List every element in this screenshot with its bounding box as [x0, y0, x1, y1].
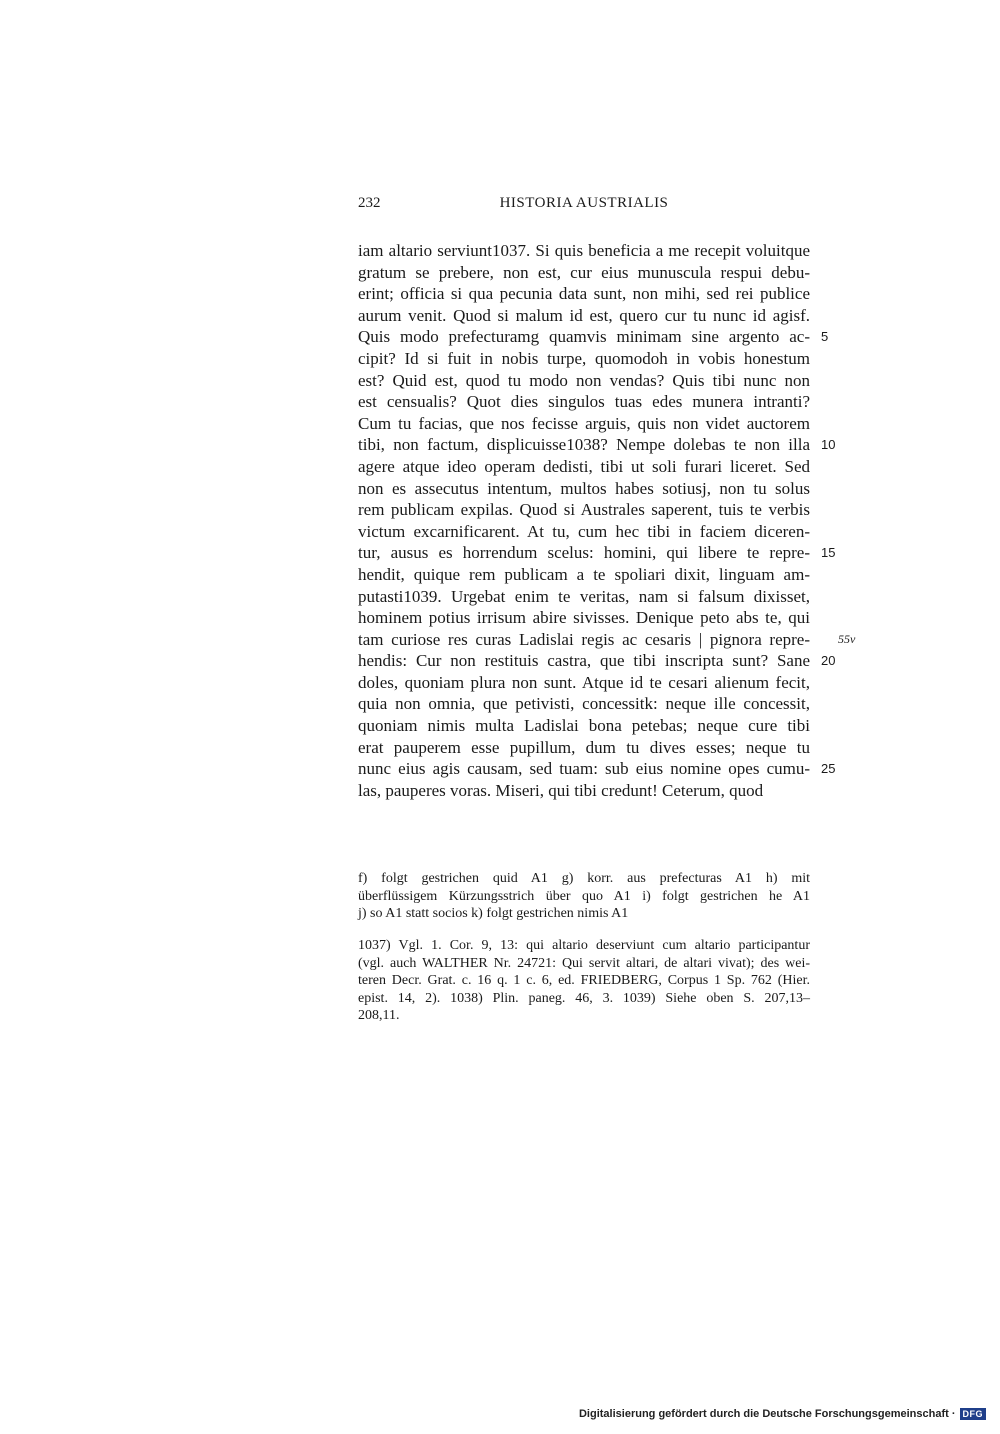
- text-line-content: quoniam nimis multa Ladislai bona petebas; neque cure tibi: [358, 716, 810, 736]
- source-footnote-content: epist. 14, 2). 1038) Plin. paneg. 46, 3. 1039) Siehe oben S. 207,13–: [358, 990, 810, 1006]
- line-number: 10: [821, 437, 836, 453]
- source-footnote-line: [358, 990, 810, 1008]
- source-footnote-content: 208,11.: [358, 1008, 400, 1024]
- text-line: [358, 348, 810, 370]
- text-line-content: hendis: Cur non restituis castra, que tibi inscripta sunt? Sane: [358, 651, 810, 671]
- text-line: [358, 413, 810, 435]
- text-line-content: agere atque ideo operam dedisti, tibi ut soli furari liceret. Sed: [358, 456, 810, 476]
- text-line-content: erat pauperem esse pupillum, dum tu dives esses; neque tu: [358, 737, 810, 757]
- source-footnotes: [358, 937, 810, 1025]
- line-number: 25: [821, 761, 836, 777]
- digitization-credit: [579, 1408, 986, 1420]
- text-line-content: aurum venit. Quod si malum id est, quero cur tu nunc id agisf.: [358, 305, 810, 325]
- text-line: [358, 542, 836, 564]
- text-line: [358, 262, 810, 284]
- text-line: [358, 586, 810, 608]
- text-line: [358, 391, 810, 413]
- page-number: 232: [358, 195, 381, 211]
- apparatus-line: [358, 888, 810, 906]
- text-line: [358, 240, 810, 262]
- text-line-content: las, pauperes voras. Miseri, qui tibi credunt! Ceterum, quod: [358, 780, 764, 800]
- text-line-content: cipit? Id si fuit in nobis turpe, quomodoh in vobis honestum: [358, 348, 810, 368]
- source-footnote-line: [358, 955, 810, 973]
- text-line: [358, 478, 810, 500]
- text-line-content: Cum tu facias, que nos fecisse arguis, quis non videt auctorem: [358, 413, 810, 433]
- text-line-content: iam altario serviunt1037. Si quis beneficia a me recepit voluitque: [358, 241, 810, 260]
- text-line: [358, 434, 836, 456]
- text-line-content: victum excarnificarent. At tu, cum hec tibi in faciem diceren-: [358, 521, 810, 541]
- apparatus-line: [358, 870, 810, 888]
- source-footnote-line: [358, 972, 810, 990]
- apparatus-line-content: überflüssigem Kürzungsstrich über quo A1 i) folgt gestrichen he A1: [358, 888, 810, 904]
- critical-apparatus: [358, 870, 810, 923]
- text-line: [358, 780, 810, 802]
- line-number: 5: [821, 329, 829, 345]
- text-line-content: tibi, non factum, displicuisse1038? Nempe dolebas te non illa: [358, 435, 810, 455]
- text-line-content: hendit, quique rem publicam a te spoliari dixit, linguam am-: [358, 564, 810, 584]
- text-line: [358, 693, 810, 715]
- text-line: [358, 715, 810, 737]
- text-line-content: putasti1039. Urgebat enim te veritas, nam si falsum dixisset,: [358, 586, 810, 606]
- main-text: [358, 240, 856, 801]
- apparatus-line-content: j) so A1 statt socios k) folgt gestrichen nimis A1: [358, 906, 629, 922]
- text-line: [358, 521, 810, 543]
- source-footnote-line: [358, 937, 810, 955]
- text-line: [358, 370, 810, 392]
- text-line-content: nunc eius agis causam, sed tuam: sub eius nomine opes cumu-: [358, 759, 810, 779]
- text-line-content: quia non omnia, que petivisti, concessitk: neque ille concessit,: [358, 694, 810, 714]
- text-line-content: hominem potius irrisum abire sivisses. Denique peto abs te, qui: [358, 608, 810, 628]
- text-line-content: non es assecutus intentum, multos habes sotiusj, non tu solus: [358, 478, 810, 498]
- dfg-logo: DFG: [960, 1408, 987, 1420]
- text-line: [358, 326, 829, 348]
- line-number: 15: [821, 545, 836, 561]
- source-footnote-content: (vgl. auch WALTHER Nr. 24721: Qui servit altari, de altari vivat); des wei-: [358, 955, 810, 971]
- text-line: [358, 737, 810, 759]
- text-line-content: tur, ausus es horrendum scelus: homini, qui libere te repre-: [358, 543, 810, 563]
- text-line: [358, 672, 810, 694]
- text-line-content: est censualis? Quot dies singulos tuas edes munera intranti?: [358, 392, 810, 412]
- source-footnote-content: 1037) Vgl. 1. Cor. 9, 13: qui altario deserviunt cum altario participantur: [358, 938, 810, 953]
- source-footnote-line: [358, 1007, 810, 1025]
- text-line: [358, 564, 810, 586]
- apparatus-line: [358, 905, 810, 923]
- text-line: [358, 758, 836, 780]
- text-line-content: Quis modo prefecturamg quamvis minimam sine argento ac-: [358, 327, 810, 347]
- text-line: [358, 629, 856, 651]
- text-line-content: est? Quid est, quod tu modo non vendas? Quis tibi nunc non: [358, 370, 810, 390]
- text-line: [358, 283, 810, 305]
- text-line-content: rem publicam expilas. Quod si Australes saperent, tuis te verbis: [358, 500, 810, 520]
- text-line-content: doles, quoniam plura non sunt. Atque id te cesari alienum fecit,: [358, 672, 810, 692]
- line-number: 20: [821, 653, 836, 669]
- text-line: [358, 607, 810, 629]
- text-line: [358, 499, 810, 521]
- apparatus-line-content: f) folgt gestrichen quid A1 g) korr. aus prefecturas A1 h) mit: [358, 871, 810, 886]
- text-line-content: gratum se prebere, non est, cur eius munuscula respui debu-: [358, 262, 810, 282]
- text-line-content: tam curiose res curas Ladislai regis ac cesaris | pignora repre-: [358, 629, 810, 649]
- text-line-content: erint; officia si qua pecunia data sunt, non mihi, sed rei publice: [358, 284, 810, 304]
- text-line: [358, 456, 810, 478]
- folio-marker: 55v: [838, 631, 856, 646]
- text-line: [358, 305, 810, 327]
- running-title: HISTORIA AUSTRIALIS: [499, 195, 669, 211]
- source-footnote-content: teren Decr. Grat. c. 16 q. 1 c. 6, ed. FRIEDBERG, Corpus 1 Sp. 762 (Hier.: [358, 973, 810, 989]
- credit-text: Digitalisierung gefördert durch die Deutsche Forschungsgemeinschaft ·: [578, 1408, 956, 1420]
- text-line: [358, 650, 836, 672]
